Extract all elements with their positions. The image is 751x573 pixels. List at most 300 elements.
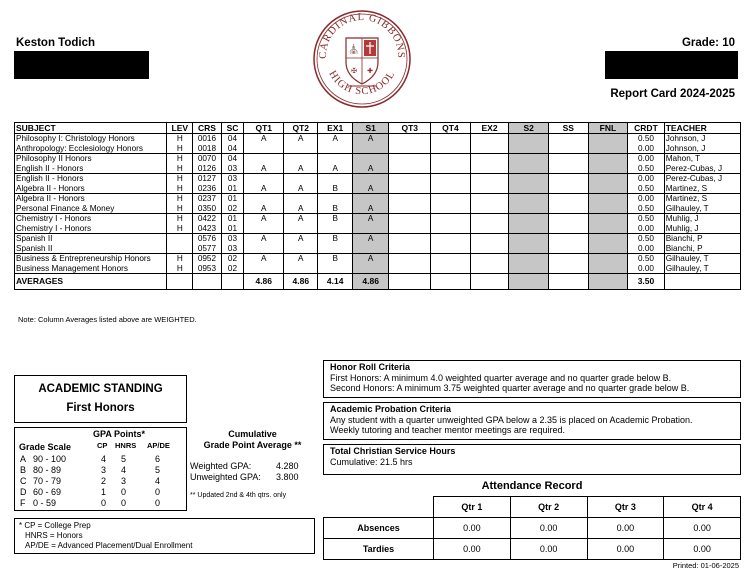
grade-letter: B (20, 465, 27, 475)
table-cell: H (167, 254, 193, 264)
table-cell: A (352, 214, 389, 224)
table-row (15, 144, 741, 154)
table-cell (389, 264, 431, 274)
table-cell: 01 (221, 214, 244, 224)
table-cell (431, 194, 471, 204)
table-cell (509, 214, 549, 224)
grades-table (14, 122, 741, 290)
table-cell (244, 144, 284, 154)
grade-label: Grade: 10 (681, 37, 735, 49)
table-cell (352, 264, 389, 274)
average-cell (167, 274, 193, 290)
table-row (15, 214, 741, 224)
table-cell: Algebra II - Honors (15, 194, 167, 204)
table-cell (352, 194, 389, 204)
attendance-table (323, 496, 741, 560)
table-cell (389, 204, 431, 214)
table-cell (284, 264, 318, 274)
table-cell (509, 244, 549, 254)
averages-row (15, 274, 741, 290)
table-cell (167, 244, 193, 254)
table-cell: A (244, 184, 284, 194)
table-cell: Bianchi, P (664, 244, 740, 254)
table-cell: 0018 (193, 144, 221, 154)
att-value: 0.00 (434, 518, 511, 539)
table-cell (588, 204, 628, 214)
academic-standing-box (14, 375, 187, 423)
table-cell (318, 264, 352, 274)
table-cell: A (284, 214, 318, 224)
table-cell (509, 254, 549, 264)
table-cell: A (284, 254, 318, 264)
table-cell (470, 184, 509, 194)
table-cell (548, 154, 588, 164)
table-cell (431, 204, 471, 214)
table-cell: 02 (221, 254, 244, 264)
table-cell (509, 264, 549, 274)
table-cell: 0.00 (628, 154, 665, 164)
average-cell (389, 274, 431, 290)
table-cell: Business & Entrepreneurship Honors (15, 254, 167, 264)
table-cell: H (167, 134, 193, 144)
service-title: Total Christian Service Hours (330, 446, 456, 456)
gpa-cp: 4 (101, 454, 107, 464)
honor-roll-line: Second Honors: A minimum 3.75 weighted quarter average and no quarter grade below B. (330, 383, 690, 393)
table-cell: 0953 (193, 264, 221, 274)
cumulative-title-line: Cumulative (228, 429, 277, 439)
table-cell: 0423 (193, 224, 221, 234)
table-cell: H (167, 174, 193, 184)
table-cell: A (352, 134, 389, 144)
table-cell: 0.00 (628, 174, 665, 184)
col-header: TEACHER (664, 123, 740, 134)
grade-letter: A (20, 454, 27, 464)
table-cell: Philosophy I: Christology Honors (15, 134, 167, 144)
gpa-apde: 0 (155, 487, 161, 497)
table-cell (389, 194, 431, 204)
table-cell: A (352, 184, 389, 194)
attendance-title: Attendance Record (481, 480, 583, 492)
table-cell (588, 154, 628, 164)
table-row (15, 244, 741, 254)
gpa-cp: 0 (101, 498, 107, 508)
table-cell (431, 234, 471, 244)
table-cell: A (244, 234, 284, 244)
table-cell: Chemistry I - Honors (15, 224, 167, 234)
table-cell (244, 224, 284, 234)
table-cell (509, 234, 549, 244)
table-cell: 0576 (193, 234, 221, 244)
table-cell: 03 (221, 164, 244, 174)
grade-letter: F (20, 498, 26, 508)
report-title: Report Card 2024-2025 (610, 88, 735, 100)
legend-line: AP/DE = Advanced Placement/Dual Enrollment (25, 541, 193, 550)
table-cell: Spanish II (15, 244, 167, 254)
table-cell: 04 (221, 134, 244, 144)
grade-range: 90 - 100 (33, 454, 67, 464)
table-cell (244, 194, 284, 204)
table-cell (588, 174, 628, 184)
table-row (15, 164, 741, 174)
table-cell (548, 234, 588, 244)
table-cell (352, 144, 389, 154)
average-cell: 4.14 (318, 274, 352, 290)
att-value: 0.00 (587, 539, 664, 560)
table-cell (244, 244, 284, 254)
grade-range: 60 - 69 (33, 487, 62, 497)
table-cell (318, 144, 352, 154)
gpa-hnrs: 4 (121, 465, 127, 475)
table-cell (509, 194, 549, 204)
table-cell: H (167, 184, 193, 194)
table-cell (318, 194, 352, 204)
svg-text:HIGH SCHOOL: HIGH SCHOOL (326, 69, 398, 98)
weighted-gpa-label: Weighted GPA: (190, 461, 252, 471)
gpa-apde: 4 (155, 476, 161, 486)
attendance-row-absences (324, 518, 741, 539)
table-cell: Martinez, S (664, 194, 740, 204)
table-cell: Muhlig, J (664, 224, 740, 234)
average-cell: 3.50 (628, 274, 665, 290)
gpa-hnrs: 5 (121, 454, 127, 464)
table-cell (389, 234, 431, 244)
table-cell: Gilhauley, T (664, 264, 740, 274)
table-cell: 01 (221, 184, 244, 194)
svg-text:✚: ✚ (367, 67, 373, 75)
gpa-apde: 0 (155, 498, 161, 508)
average-cell (548, 274, 588, 290)
grade-range: 0 - 59 (33, 498, 57, 508)
table-cell (509, 134, 549, 144)
att-header: Qtr 1 (434, 497, 511, 518)
table-cell (509, 184, 549, 194)
abbreviation-legend (14, 518, 315, 554)
gpa-points-box (14, 427, 187, 511)
table-cell: English II - Honors (15, 174, 167, 184)
table-cell (588, 244, 628, 254)
table-cell: H (167, 144, 193, 154)
table-cell: B (318, 214, 352, 224)
table-cell: H (167, 194, 193, 204)
table-cell: H (167, 204, 193, 214)
probation-line: Weekly tutoring and teacher mentor meetings are required. (330, 425, 565, 435)
table-cell (389, 144, 431, 154)
table-cell (318, 244, 352, 254)
table-cell (431, 174, 471, 184)
table-cell: A (284, 204, 318, 214)
table-cell (588, 184, 628, 194)
table-cell: 0.50 (628, 214, 665, 224)
unweighted-gpa-label: Unweighted GPA: (190, 472, 261, 482)
table-cell: B (318, 254, 352, 264)
col-header: QT2 (284, 123, 318, 134)
table-cell: 0236 (193, 184, 221, 194)
table-cell: 0577 (193, 244, 221, 254)
col-header: QT3 (389, 123, 431, 134)
att-header: Qtr 3 (587, 497, 664, 518)
table-cell: 0952 (193, 254, 221, 264)
col-header: EX2 (470, 123, 509, 134)
gpa-subheader: AP/DE (147, 441, 170, 450)
table-cell (588, 164, 628, 174)
grade-letter: C (20, 476, 27, 486)
table-cell (431, 224, 471, 234)
table-cell: A (244, 254, 284, 264)
printed-date: Printed: 01-06-2025 (672, 561, 739, 570)
table-cell: H (167, 214, 193, 224)
table-cell (470, 174, 509, 184)
table-cell (352, 154, 389, 164)
table-cell: Gilhauley, T (664, 204, 740, 214)
table-cell: Johnson, J (664, 134, 740, 144)
average-cell (509, 274, 549, 290)
table-cell: A (244, 214, 284, 224)
table-cell (588, 234, 628, 244)
table-cell: A (352, 164, 389, 174)
table-cell (470, 164, 509, 174)
averages-label: AVERAGES (15, 274, 167, 290)
table-cell: Mahon, T (664, 154, 740, 164)
table-cell: 01 (221, 194, 244, 204)
att-value: 0.00 (664, 539, 741, 560)
table-cell (284, 244, 318, 254)
honor-roll-box (323, 360, 741, 398)
table-cell: 0070 (193, 154, 221, 164)
table-cell: A (318, 134, 352, 144)
table-cell (548, 194, 588, 204)
table-cell (431, 144, 471, 154)
table-cell (244, 154, 284, 164)
att-row-label: Tardies (324, 539, 434, 560)
table-cell (470, 154, 509, 164)
table-cell: 01 (221, 224, 244, 234)
table-cell (470, 234, 509, 244)
table-cell: Gilhauley, T (664, 254, 740, 264)
table-cell (352, 244, 389, 254)
table-cell (389, 164, 431, 174)
table-cell: 0.50 (628, 204, 665, 214)
table-cell: 0.50 (628, 234, 665, 244)
table-cell (588, 254, 628, 264)
table-row (15, 254, 741, 264)
table-cell (470, 204, 509, 214)
col-header: SS (548, 123, 588, 134)
table-cell (431, 184, 471, 194)
table-cell (509, 154, 549, 164)
table-cell (548, 174, 588, 184)
table-cell: 03 (221, 174, 244, 184)
service-hours-box (323, 444, 741, 475)
probation-title: Academic Probation Criteria (330, 404, 452, 414)
table-cell: Muhlig, J (664, 214, 740, 224)
unweighted-gpa-value: 3.800 (276, 472, 299, 482)
table-cell: A (284, 184, 318, 194)
table-cell (389, 134, 431, 144)
table-cell (588, 214, 628, 224)
table-cell: Business Management Honors (15, 264, 167, 274)
table-cell: 02 (221, 264, 244, 274)
table-cell (588, 144, 628, 154)
svg-text:CARDINAL GIBBONS: CARDINAL GIBBONS (317, 11, 407, 60)
table-cell (389, 214, 431, 224)
col-header: EX1 (318, 123, 352, 134)
table-cell: A (352, 254, 389, 264)
col-header: LEV (167, 123, 193, 134)
col-header: FNL (588, 123, 628, 134)
col-header: SC (221, 123, 244, 134)
average-cell: 4.86 (352, 274, 389, 290)
att-value: 0.00 (510, 518, 587, 539)
grade-letter: D (20, 487, 27, 497)
gpa-hnrs: 0 (121, 498, 127, 508)
gpa-hnrs: 0 (121, 487, 127, 497)
col-header: QT4 (431, 123, 471, 134)
att-value: 0.00 (510, 539, 587, 560)
gpa-subheader: HNRS (115, 441, 137, 450)
table-cell: 0.50 (628, 184, 665, 194)
table-cell: Algebra II - Honors (15, 184, 167, 194)
table-cell: 0.00 (628, 224, 665, 234)
svg-text:✠: ✠ (351, 67, 357, 75)
table-cell (389, 154, 431, 164)
col-header: S2 (509, 123, 549, 134)
table-cell: 03 (221, 244, 244, 254)
table-cell (389, 174, 431, 184)
table-cell: 0.00 (628, 244, 665, 254)
table-row (15, 154, 741, 164)
probation-box (323, 402, 741, 440)
table-cell (352, 174, 389, 184)
average-cell (193, 274, 221, 290)
table-cell (318, 174, 352, 184)
grades-body (15, 134, 741, 290)
table-row (15, 224, 741, 234)
average-cell (431, 274, 471, 290)
svg-text:⛪: ⛪ (348, 44, 360, 54)
table-row (15, 204, 741, 214)
table-cell: H (167, 224, 193, 234)
table-row (15, 194, 741, 204)
average-cell (221, 274, 244, 290)
table-cell (548, 244, 588, 254)
table-cell (431, 244, 471, 254)
table-row (15, 174, 741, 184)
att-row-label: Absences (324, 518, 434, 539)
table-cell: 0127 (193, 174, 221, 184)
grade-range: 80 - 89 (33, 465, 62, 475)
table-cell (431, 214, 471, 224)
table-cell (509, 224, 549, 234)
col-header: QT1 (244, 123, 284, 134)
table-cell: A (244, 164, 284, 174)
table-cell: H (167, 264, 193, 274)
table-cell (284, 174, 318, 184)
table-cell (389, 184, 431, 194)
gpa-hnrs: 3 (121, 476, 127, 486)
table-cell: 0.50 (628, 254, 665, 264)
table-cell (167, 234, 193, 244)
cumulative-title (190, 429, 315, 451)
table-cell: 0.00 (628, 264, 665, 274)
table-cell (588, 134, 628, 144)
table-cell: A (352, 234, 389, 244)
table-cell (509, 174, 549, 184)
table-cell: B (318, 184, 352, 194)
table-cell (284, 154, 318, 164)
table-cell: 0.50 (628, 164, 665, 174)
table-cell (318, 154, 352, 164)
table-cell (509, 204, 549, 214)
grade-scale-label: Grade Scale (19, 442, 72, 452)
table-cell: B (318, 204, 352, 214)
table-cell: 0.00 (628, 194, 665, 204)
average-cell: 4.86 (244, 274, 284, 290)
table-cell (389, 254, 431, 264)
gpa-apde: 6 (155, 454, 161, 464)
gpa-subheader: CP (97, 441, 108, 450)
attendance-header-row (324, 497, 741, 518)
table-cell (548, 164, 588, 174)
table-row (15, 134, 741, 144)
average-cell (664, 274, 740, 290)
att-value: 0.00 (434, 539, 511, 560)
table-cell: A (284, 164, 318, 174)
table-cell (588, 224, 628, 234)
average-cell (470, 274, 509, 290)
table-cell (244, 264, 284, 274)
table-cell (284, 224, 318, 234)
table-cell (352, 224, 389, 234)
table-cell: 0350 (193, 204, 221, 214)
table-cell: Johnson, J (664, 144, 740, 154)
table-cell (548, 134, 588, 144)
table-cell: 04 (221, 154, 244, 164)
col-header: CRDT (628, 123, 665, 134)
table-cell (470, 214, 509, 224)
att-header: Qtr 2 (510, 497, 587, 518)
table-cell: English II - Honors (15, 164, 167, 174)
redacted-block (605, 51, 738, 79)
table-cell: A (318, 164, 352, 174)
table-cell: 0016 (193, 134, 221, 144)
table-cell: H (167, 154, 193, 164)
cumulative-title-line: Grade Point Average ** (203, 440, 302, 450)
table-cell (431, 254, 471, 264)
table-cell: 0.50 (628, 134, 665, 144)
table-cell (548, 214, 588, 224)
gpa-apde: 5 (155, 465, 161, 475)
grades-header-row (15, 123, 741, 134)
table-cell: 0237 (193, 194, 221, 204)
table-cell (389, 244, 431, 254)
table-cell: A (284, 234, 318, 244)
table-cell (588, 194, 628, 204)
gpa-cp: 1 (101, 487, 107, 497)
gpa-cp: 2 (101, 476, 107, 486)
table-cell: Spanish II (15, 234, 167, 244)
table-cell: Bianchi, P (664, 234, 740, 244)
table-cell: 0126 (193, 164, 221, 174)
table-cell (431, 134, 471, 144)
table-row (15, 234, 741, 244)
table-cell (431, 264, 471, 274)
gpa-points-header: GPA Points* (93, 429, 146, 439)
table-cell (318, 224, 352, 234)
table-cell: A (284, 134, 318, 144)
table-cell: Chemistry I - Honors (15, 214, 167, 224)
table-cell (548, 254, 588, 264)
weighted-gpa-value: 4.280 (276, 461, 299, 471)
